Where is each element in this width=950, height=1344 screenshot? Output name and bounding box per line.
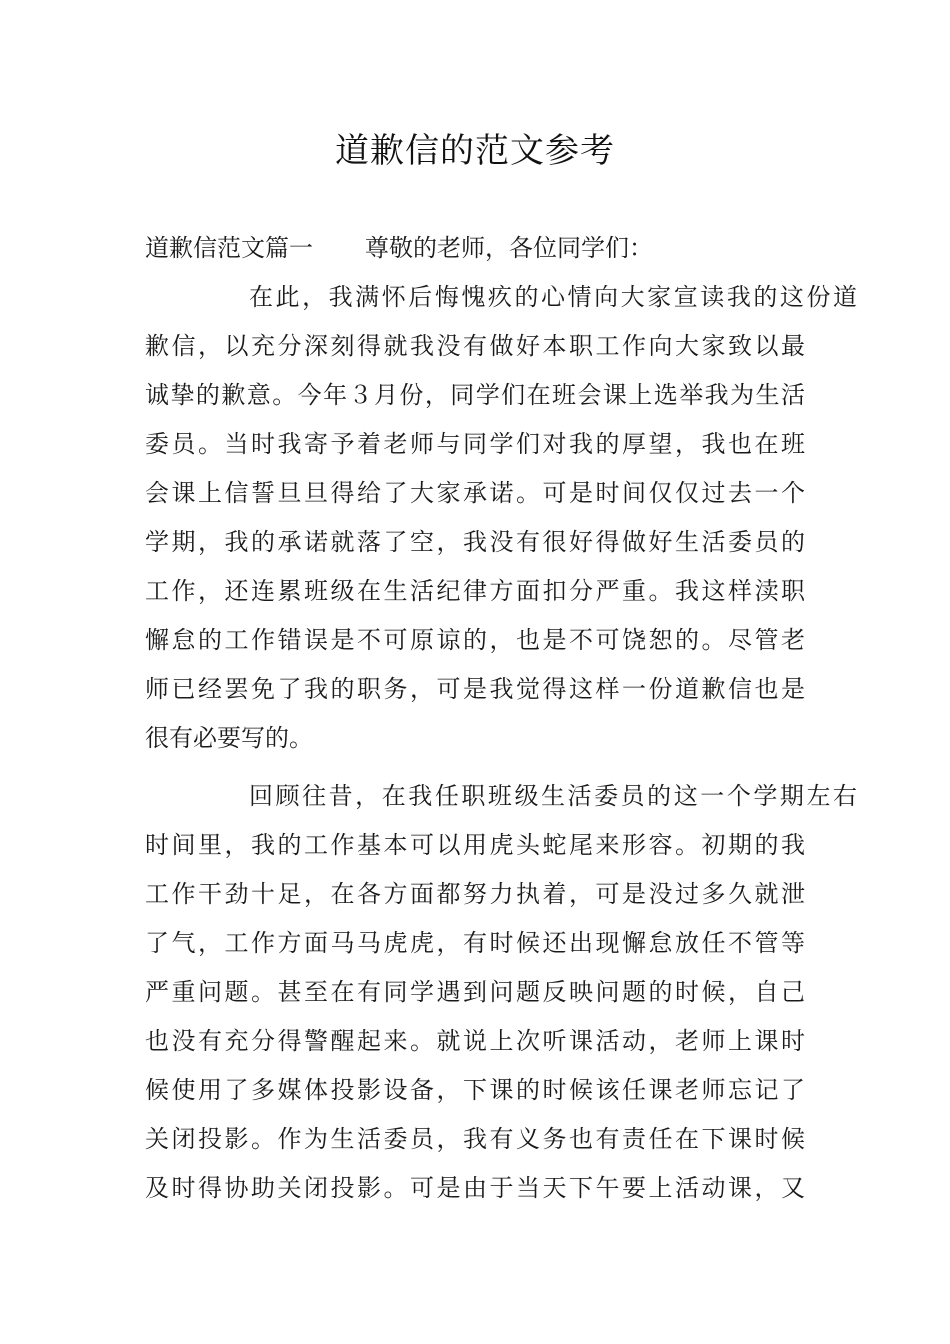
- paragraph-line: 及时得协助关闭投影。可是由于当天下午要上活动课，又: [145, 1174, 805, 1202]
- paragraph-line: 回顾往昔，在我任职班级生活委员的这一个学期左右: [249, 782, 857, 810]
- paragraph-line: 在此，我满怀后悔愧疚的心情向大家宣读我的这份道: [249, 283, 857, 311]
- paragraph-line: 候使用了多媒体投影设备，下课的时候该任课老师忘记了: [145, 1076, 805, 1104]
- paragraph-line: 懈怠的工作错误是不可原谅的，也是不可饶恕的。尽管老: [145, 626, 805, 654]
- section-heading-line: [145, 224, 653, 273]
- paragraph-line: 很有必要写的。: [145, 724, 313, 752]
- paragraph-line: 师已经罢免了我的职务，可是我觉得这样一份道歉信也是: [145, 675, 805, 703]
- paragraph-line: 关闭投影。作为生活委员，我有义务也有责任在下课时候: [145, 1125, 805, 1153]
- paragraph-line: 严重问题。甚至在有同学遇到问题反映问题的时候，自己: [145, 978, 805, 1006]
- section-heading: 道歉信范文篇一: [145, 234, 313, 262]
- paragraph-line: 会课上信誓旦旦得给了大家承诺。可是时间仅仅过去一个: [145, 479, 805, 507]
- paragraph-line: 歉信，以充分深刻得就我没有做好本职工作向大家致以最: [145, 332, 805, 360]
- paragraph-line: 时间里，我的工作基本可以用虎头蛇尾来形容。初期的我: [145, 831, 805, 859]
- document-title: 道歉信的范文参考: [335, 131, 615, 171]
- paragraph-line: 工作，还连累班级在生活纪律方面扣分严重。我这样渎职: [145, 577, 805, 605]
- paragraph-1: [145, 273, 857, 763]
- paragraph-2: [145, 772, 857, 1213]
- greeting: 尊敬的老师，各位同学们：: [365, 234, 653, 262]
- paragraph-line: 委员。当时我寄予着老师与同学们对我的厚望，我也在班: [145, 430, 805, 458]
- paragraph-line: 了气，工作方面马马虎虎，有时候还出现懈怠放任不管等: [145, 929, 805, 957]
- paragraph-line: 诚挚的歉意。今年３月份，同学们在班会课上选举我为生活: [145, 381, 805, 409]
- paragraph-line: 也没有充分得警醒起来。就说上次听课活动，老师上课时: [145, 1027, 805, 1055]
- paragraph-line: 工作干劲十足，在各方面都努力执着，可是没过多久就泄: [145, 880, 805, 908]
- paragraph-line: 学期，我的承诺就落了空，我没有很好得做好生活委员的: [145, 528, 805, 556]
